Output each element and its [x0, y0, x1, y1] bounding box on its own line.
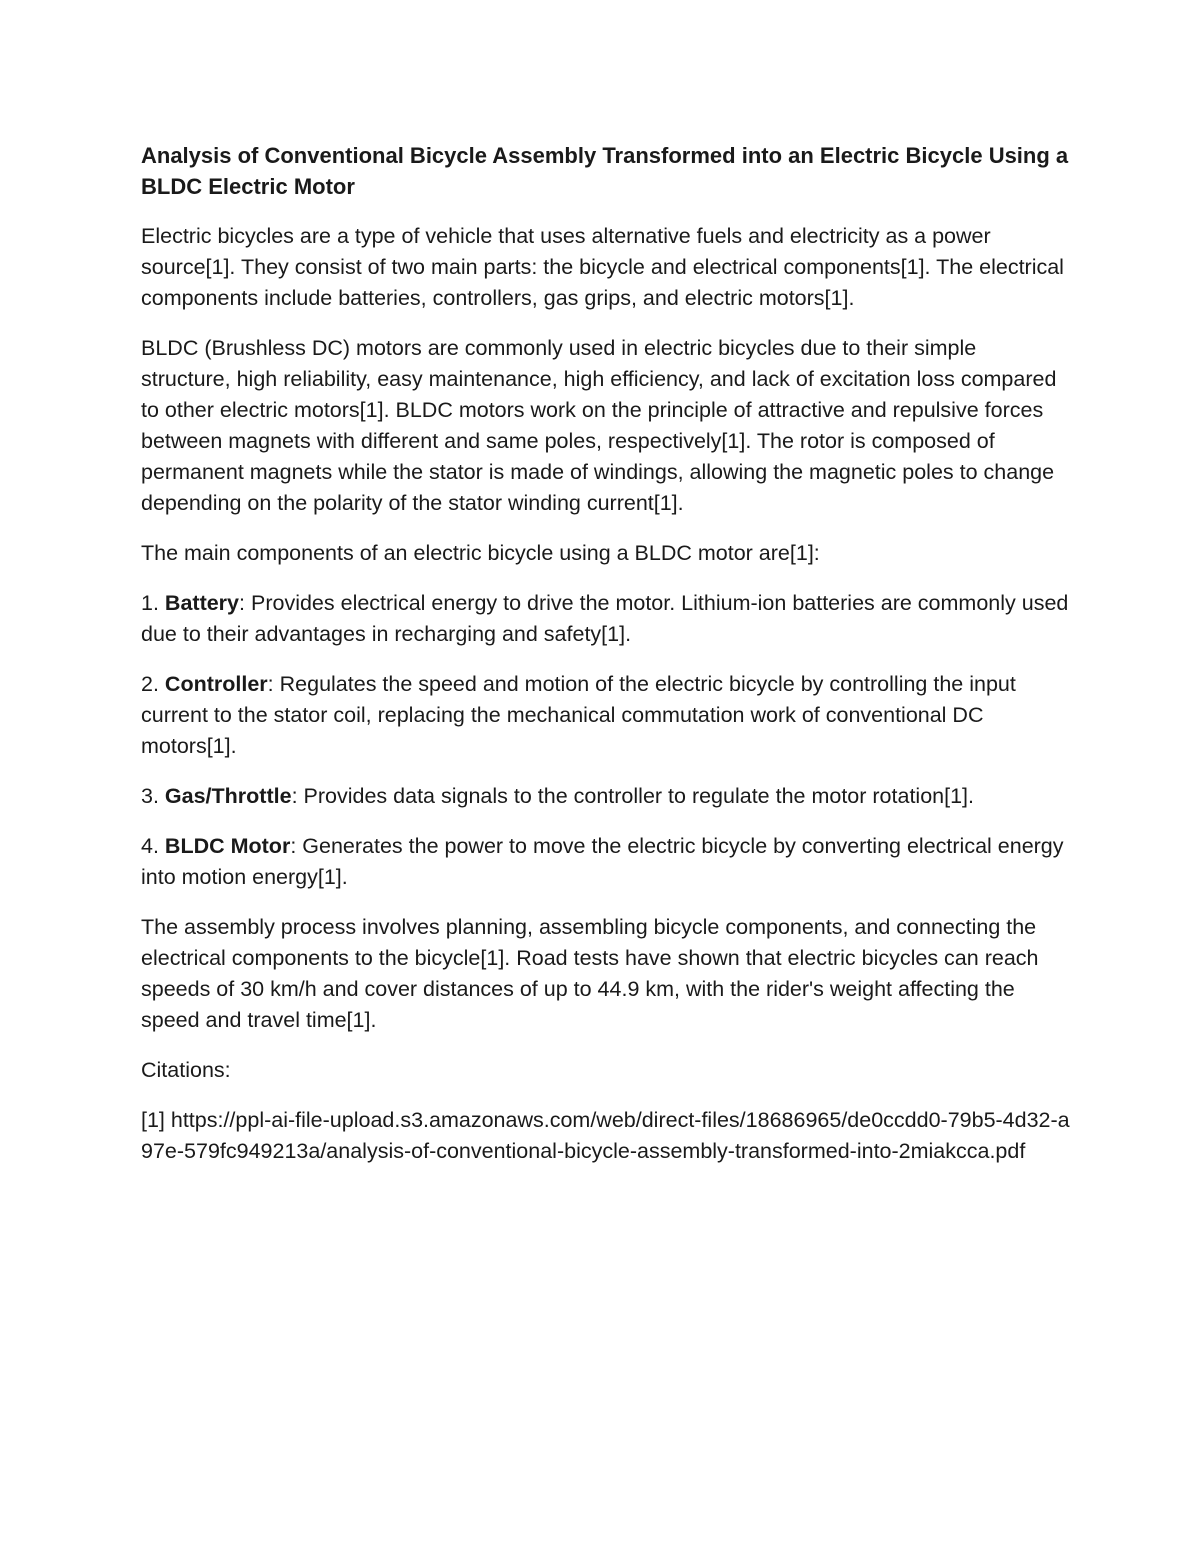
- component-number: 1.: [141, 591, 159, 615]
- paragraph-intro: Electric bicycles are a type of vehicle that uses alternative fuels and electricity as a power source[1]. They consist of two main parts: the bicycle and electrical components[1]. The electrical components include batteries, controllers, gas grips, and electric motors[1].: [141, 224, 1064, 310]
- document-title: Analysis of Conventional Bicycle Assembly Transformed into an Electric Bicycle Using a BLDC Electric Motor: [141, 143, 1069, 199]
- component-item-controller: [141, 669, 1071, 762]
- component-item-battery: [141, 588, 1071, 650]
- component-description: Generates the power to move the electric bicycle by converting electrical energy into motion energy[1].: [141, 834, 1064, 889]
- component-term: BLDC Motor: [164, 834, 291, 858]
- component-number: 4.: [141, 834, 159, 858]
- citation-link[interactable]: [1] https://ppl-ai-file-upload.s3.amazonaws.com/web/direct-files/18686965/de0ccdd0-79b5-4d32-a97e-579fc949213a/analysis-of-conventional-bicycle-assembly-transformed-into-2miakcca.pdf: [141, 1108, 1070, 1163]
- component-item-bldc-motor: [141, 831, 1071, 893]
- paragraph-assembly: The assembly process involves planning, assembling bicycle components, and connecting the electrical components to the bicycle[1]. Road tests have shown that electric bicycles can reach speeds of 30 km/h and cover distances of up to 44.9 km, with the rider's weight affecting the speed and travel time[1].: [141, 915, 1039, 1032]
- component-description: Regulates the speed and motion of the electric bicycle by controlling the input current to the stator coil, replacing the mechanical commutation work of conventional DC motors[1].: [141, 672, 1016, 758]
- component-separator: :: [291, 784, 298, 808]
- component-separator: :: [267, 672, 274, 696]
- component-number: 3.: [141, 784, 159, 808]
- document-page: [141, 140, 1071, 1186]
- component-number: 2.: [141, 672, 159, 696]
- component-item-throttle: [141, 781, 1071, 812]
- component-term: Gas/Throttle: [164, 784, 292, 808]
- component-separator: :: [239, 591, 245, 615]
- component-description: Provides electrical energy to drive the motor. Lithium-ion batteries are commonly used due to their advantages in recharging and safety[1].: [141, 591, 1069, 646]
- paragraph-components-intro: The main components of an electric bicycle using a BLDC motor are[1]:: [141, 541, 820, 565]
- component-term: Battery: [164, 591, 240, 615]
- component-description: Provides data signals to the controller to regulate the motor rotation[1].: [303, 784, 974, 808]
- component-separator: :: [290, 834, 297, 858]
- paragraph-bldc: BLDC (Brushless DC) motors are commonly used in electric bicycles due to their simple structure, high reliability, easy maintenance, high efficiency, and lack of excitation loss compared to other electric motors[1]. BLDC motors work on the principle of attractive and repulsive forces between magnets with different and same poles, respectively[1]. The rotor is composed of permanent magnets while the stator is made of windings, allowing the magnetic poles to change depending on the polarity of the stator winding current[1].: [141, 336, 1057, 515]
- component-term: Controller: [164, 672, 268, 696]
- citations-heading: Citations:: [141, 1058, 231, 1082]
